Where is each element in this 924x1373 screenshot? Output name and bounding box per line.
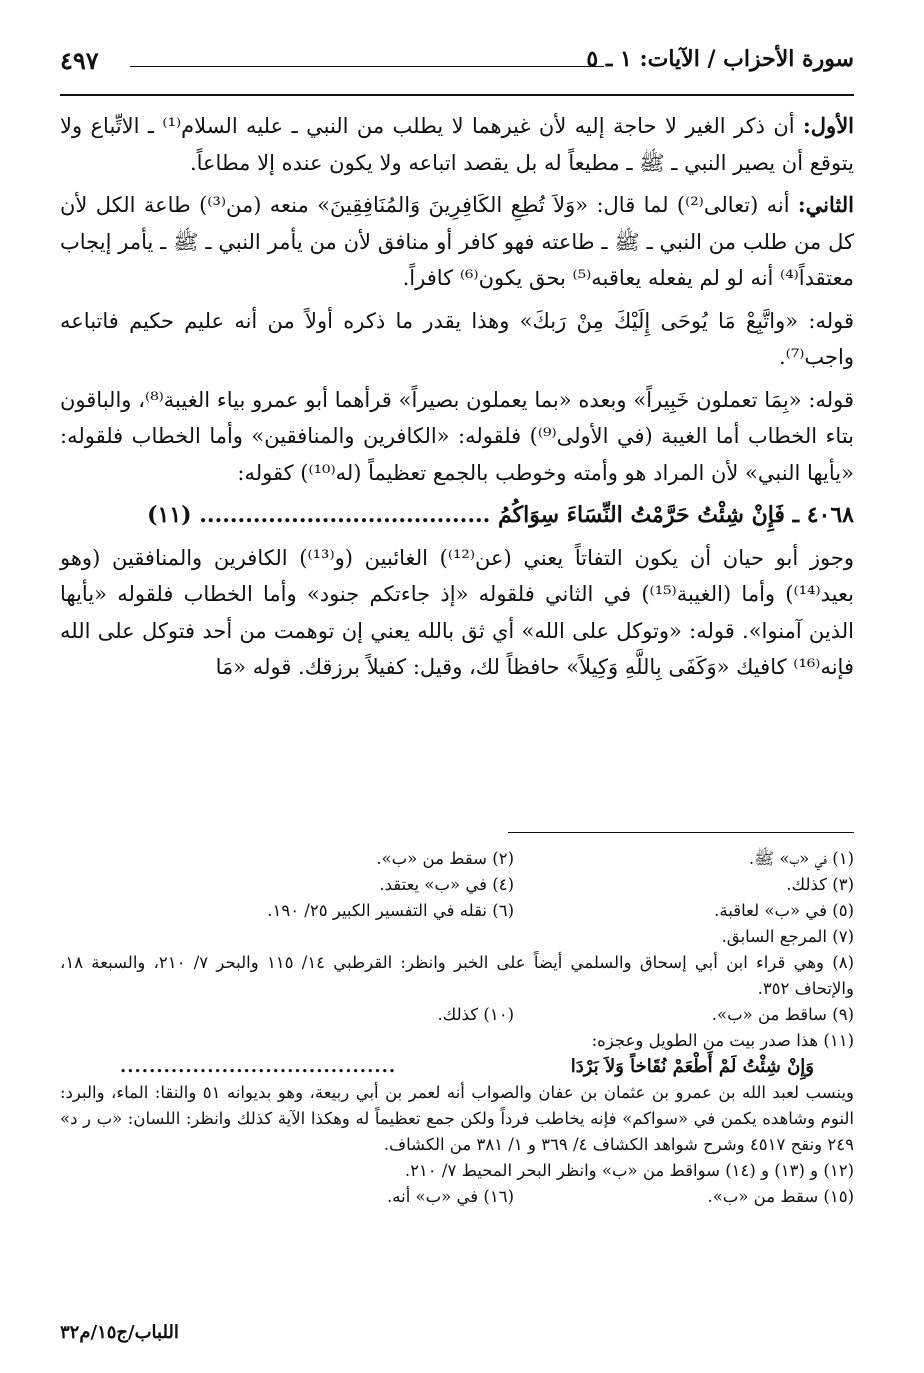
footnote: (١٥) سقط من «ب». [707, 1187, 854, 1206]
main-text [60, 108, 854, 692]
footnote-row [60, 1184, 854, 1210]
paragraph-lead: الثاني: [797, 192, 854, 217]
footnote: (١٢) و (١٣) و (١٤) سواقط من «ب» وانظر البحر المحيط ٧/ ٢١٠. [404, 1161, 854, 1180]
paragraph-third: قوله: «واتَّبِعْ مَا يُوحَى إِلَيْكَ مِنْ رَبكَ» وهذا يقدر ما ذكره أولاً من أنه عليم حكيم فاتباعه واجب⁽⁷⁾. [60, 308, 854, 369]
footnote-separator [508, 832, 854, 833]
page-footer: اللباب/ج١٥/م٣٢ [60, 1322, 179, 1343]
footnote: وينسب لعبد الله بن عمرو بن عثمان بن عفان والصواب أنه لعمر بن أبي ربيعة، وهو بديوانه ٥١ والنقا: الماء، والبرد: النوم وشاهده يكمن في «سواكم» فإنه يخاطب فرداً ولكن جمع تعظيماً له وهكذا الآية كذلك وانظر: اللسان: «ب ر د» ٢٤٩ ونقح ٤٥١٧ وشرح شواهد الكشاف ٤/ ٣٦٩ و ١/ ٣٨١ من الكشاف. [60, 1083, 855, 1154]
footnote: (٨) وهي قراء ابن أبي إسحاق والسلمي أيضاً على الخبر وانظر: القرطبي ١٤/ ١١٥ والبحر ٧/ ٢١٠، والسبعة ١٨، والإتحاف ٣٥٢. [60, 953, 854, 998]
footnote-row [60, 898, 854, 924]
verse-dots: ...................................... [120, 1056, 397, 1077]
poetry-verse [60, 1054, 854, 1080]
footnote: (١) في «ب» ﷺ. [748, 849, 854, 868]
paragraph-first [60, 108, 854, 181]
footnote: (٤) في «ب» يعتقد. [379, 875, 514, 894]
paragraph-fourth: قوله: «بِمَا تعملون خَبِيراً» وبعده «بما يعملون بصيراً» قرأهما أبو عمرو بياء الغيبة⁽⁸⁾، والباقون بتاء الخطاب أما الغيبة (في الأولى⁽⁹⁾) فلقوله: «الكافرين والمنافقين» وأما الخطاب فلقوله: «يأيها النبي» لأن المراد هو وأمته وخوطب بالجمع تعظيماً (له⁽¹⁰⁾) كقوله: [60, 387, 854, 485]
footnote: (١٠) كذلك. [437, 1005, 514, 1024]
footnote: (٣) كذلك. [786, 875, 854, 894]
sura-title: سورة الأحزاب / الآيات: ١ ـ ٥ [586, 46, 854, 72]
footnote-row [60, 846, 854, 872]
page-number: ٤٩٧ [60, 46, 99, 75]
verse-hemistich: وَإِنْ شِئْتُ لَمْ أَطْعَمْ نُقَاخاً وَلاَ بَرْدَا [570, 1056, 814, 1077]
footnote: (٥) في «ب» لعاقبة. [714, 901, 854, 920]
footnote: (٧) المرجع السابق. [721, 927, 854, 946]
footnote: (٦) نقله في التفسير الكبير ٢٥/ ١٩٠. [267, 901, 514, 920]
footnote: (١١) هذا صدر بيت من الطويل وعجزه: [591, 1031, 854, 1050]
paragraph-text: أنه (تعالى⁽²⁾) لما قال: «وَلاَ تُطِعِ الكَافِرِينَ وَالمُنَافِقِينَ» منعه (من⁽³⁾) طاعة الكل لأن كل من طلب من النبي ـ ﷺ ـ طاعته فهو كافر أو منافق لأن من يأمر النبي ـ ﷺ ـ يأمر إيجاب معتقداً⁽⁴⁾ أنه لو لم يفعله يعاقبه⁽⁵⁾ بحق يكون⁽⁶⁾ كافراً. [60, 193, 854, 290]
footnote-row [60, 872, 854, 898]
paragraph-text: أن ذكر الغير لا حاجة إليه لأن غيرهما لا يطلب من النبي ـ عليه السلام⁽¹⁾ ـ الاتِّباع ولا يتوقع أن يصير النبي ـ ﷺ ـ مطيعاً له بل يقصد اتباعه ولا يكون عنده إلا مطاعاً. [60, 114, 854, 175]
paragraph-second [60, 187, 854, 297]
verse-dots: ...................................... [199, 502, 491, 528]
footnote-row [60, 1002, 854, 1028]
verse-footnote-mark: (١١) [147, 502, 192, 528]
verse-number: ٤٠٦٨ ـ [792, 502, 854, 528]
footnote: (٩) ساقط من «ب». [711, 1005, 854, 1024]
paragraph-after: وجوز أبو حيان أن يكون التفاتاً يعني (عن⁽¹²⁾) الغائبين (و⁽¹³⁾) الكافرين والمنافقين (وهو بعيد⁽¹⁴⁾) وأما (الغيبة⁽¹⁵⁾) في الثاني فلقوله «إذ جاءتكم جنود» وأما الخطاب فلقوله «يأيها الذين آمنوا». قوله: «وتوكل على الله» أي ثق بالله يعني إن توهمت من أحد فتوكل على الله فإنه⁽¹⁶⁾ كافيك «وَكَفَى بِاللَّهِ وَكِيلاً» حافظاً لك، وقيل: كفيلاً برزقك. قوله «مَا [60, 545, 854, 679]
header-rule [130, 66, 604, 67]
verse-text: فَإِنْ شِئْتُ حَرَّمْتُ النِّسَاءَ سِوَاكُمُ [497, 502, 785, 528]
footnote: (١٦) في «ب» أنه. [387, 1187, 514, 1206]
footnotes [60, 846, 854, 1210]
verse-heading [60, 497, 854, 534]
page-header [60, 42, 854, 96]
paragraph-lead: الأول: [803, 113, 855, 138]
footnote: (٢) سقط من «ب». [376, 849, 514, 868]
